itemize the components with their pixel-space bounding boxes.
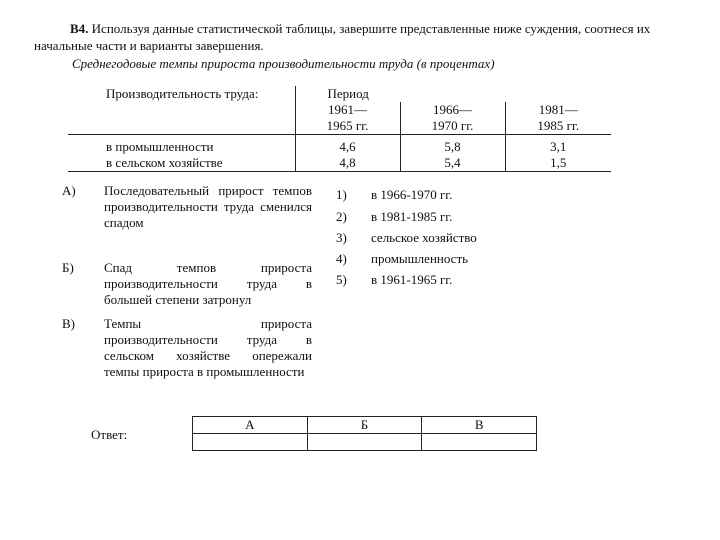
statement-text: Спад темпов прироста производительности труда в большей степени затронул [104, 260, 312, 307]
row-label: в промышленности [68, 139, 295, 155]
option-number: 5) [336, 272, 347, 287]
answer-column-header: Б [307, 417, 422, 434]
option-text: промышленность [371, 251, 469, 266]
statement-letter: Б) [62, 260, 74, 275]
table-title: Среднегодовые темпы прироста производительности труда (в процентах) [72, 56, 495, 71]
answer-input-c[interactable] [422, 434, 537, 451]
answer-input-a[interactable] [193, 434, 308, 451]
statement-letter: В) [62, 316, 75, 331]
answer-table [192, 416, 537, 451]
table-cell: 3,1 [550, 138, 567, 154]
table-row [68, 139, 611, 155]
row-label: в сельском хозяйстве [68, 155, 295, 172]
period-header: 1981— 1985 гг. [505, 102, 611, 135]
statement-text: Темпы прироста производительности труда в сельском хозяйстве опережали темпы прироста в промышленности [104, 316, 312, 379]
table-cell: 5,4 [400, 155, 505, 172]
table-row [68, 155, 611, 172]
table-cell: 4,6 [295, 139, 400, 155]
task-instructions [34, 20, 684, 54]
period-header: 1966— 1970 гг. [400, 102, 505, 135]
table-cell: 5,8 [400, 139, 505, 155]
option-number: 2) [336, 209, 347, 224]
answer-column-header: А [193, 417, 308, 434]
option-text: в 1961-1965 гг. [371, 272, 453, 287]
option-text: в 1981-1985 гг. [371, 209, 453, 224]
table-cell: 1,5 [505, 155, 611, 172]
answer-input-b[interactable] [307, 434, 422, 451]
option-text: в 1966-1970 гг. [371, 187, 453, 202]
statement-text: Последовательный прирост темпов производительности труда сменился спадом [104, 183, 312, 230]
row-header: Производительность труда: [68, 86, 295, 135]
statement-letter: А) [62, 183, 76, 198]
statistics-table [68, 86, 611, 172]
table-cell: 4,8 [295, 155, 400, 172]
period-label: Период [327, 86, 369, 101]
option-number: 3) [336, 230, 347, 245]
option-number: 4) [336, 251, 347, 266]
period-header: 1961— 1965 гг. [295, 102, 400, 135]
answer-label: Ответ: [91, 427, 128, 442]
task-text: Используя данные статистической таблицы, завершите представленные ниже суждения, соотнеся их начальные части и варианты завершения. [34, 21, 651, 53]
task-number: В4. [70, 21, 89, 36]
option-number: 1) [336, 187, 347, 202]
option-text: сельское хозяйство [371, 230, 477, 245]
answer-column-header: В [422, 417, 537, 434]
